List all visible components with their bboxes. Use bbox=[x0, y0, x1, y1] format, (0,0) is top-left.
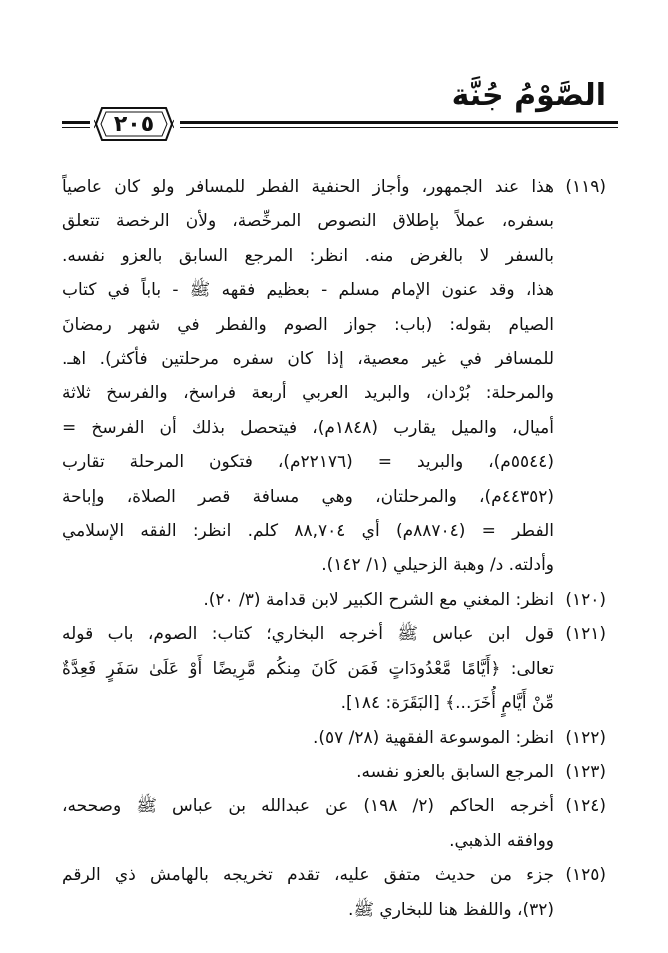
text-line: (٤٤٣٥٢م)، والمرحلتان، وهي مسافة قصر الصلاة، وإباحة bbox=[62, 486, 554, 507]
text-line: تعالى: ﴿أَيَّامًا مَّعْدُودَاتٍ فَمَن كَانَ مِنكُم مَّرِيضًا أَوْ عَلَىٰ سَفَرٍ فَعِدَّةٌ bbox=[62, 658, 554, 679]
footnote-number: (١٢١) bbox=[565, 624, 606, 645]
text-line: (٥٥٤٤م)، والبريد = (٢٢١٧٦م)، فتكون المرحلة تقارب bbox=[62, 452, 554, 473]
text-line: هذا عند الجمهور، وأجاز الحنفية الفطر للمسافر ولو كان عاصياً bbox=[62, 177, 554, 197]
text-line: ووافقه الذهبي. bbox=[449, 830, 554, 851]
footnote-text bbox=[62, 170, 554, 583]
text-line: انظر: المغني مع الشرح الكبير لابن قدامة (٣/ ٢٠). bbox=[203, 589, 554, 610]
text-line: أميال، والميل يقارب (١٨٤٨م)، فيتحصل بذلك أن الفرسخ = bbox=[62, 417, 554, 438]
footnote-number: (١٢٥) bbox=[565, 865, 606, 886]
footnote bbox=[62, 789, 606, 858]
footnote bbox=[62, 858, 606, 927]
footnote bbox=[62, 721, 606, 755]
text-line: الفطر = (٨٨٧٠٤م) أي ٨٨,٧٠٤ كلم. انظر: الفقه الإسلامي bbox=[62, 521, 554, 542]
footnote-number: (١٢٣) bbox=[565, 761, 606, 782]
running-title: الصَّوْمُ جُنَّة bbox=[451, 78, 606, 113]
page-number: ٢٠٥ bbox=[113, 111, 155, 137]
text-line: المرجع السابق بالعزو نفسه. bbox=[356, 761, 554, 782]
header-rule-left bbox=[62, 121, 90, 124]
text-line: جزء من حديث متفق عليه، تقدم تخريجه بالهامش ذي الرقم bbox=[62, 865, 554, 886]
footnote-number: (١١٩) bbox=[565, 177, 606, 197]
footnote-text bbox=[62, 789, 554, 858]
header-rule-thin bbox=[180, 127, 618, 128]
text-line: بالسفر لا بالغرض منه. انظر: المرجع السابق بالعزو نفسه. bbox=[62, 245, 554, 266]
text-line: للمسافر في غير معصية، إذا كان سفره مرحلتين فأكثر). اهـ. bbox=[62, 349, 554, 370]
text-line: الصيام بقوله: (باب: جواز الصوم والفطر في شهر رمضانَ bbox=[62, 314, 554, 335]
text-line: قول ابن عباس ﷺ أخرجه البخاري؛ كتاب: الصوم، باب قوله bbox=[62, 624, 554, 645]
footnote-number: (١٢٤) bbox=[565, 796, 606, 817]
footnote-text bbox=[62, 858, 554, 927]
header-rule bbox=[180, 121, 618, 124]
footnote bbox=[62, 583, 606, 617]
footnote-text bbox=[62, 721, 554, 755]
text-line: والمرحلة: بُرْدان، والبريد العربي أربعة فراسخ، والفرسخ ثلاثة bbox=[62, 383, 554, 404]
footnote-text bbox=[62, 617, 554, 720]
footnote bbox=[62, 755, 606, 789]
text-line: وأدلته. د/ وهبة الزحيلي (١/ ١٤٢). bbox=[321, 555, 554, 576]
footnote-text bbox=[62, 755, 554, 789]
footnote-number: (١٢٠) bbox=[565, 589, 606, 610]
page-number-frame bbox=[94, 106, 174, 142]
text-line: هذا، وقد عنون الإمام مسلم - بعظيم فقهه ﷺ - باباً في كتاب bbox=[62, 280, 554, 301]
text-line: مِّنْ أَيَّامٍ أُخَرَ...﴾ [البَقَرَة: ١٨٤]. bbox=[340, 693, 554, 714]
footnote-text bbox=[62, 583, 554, 617]
text-line: أخرجه الحاكم (٢/ ١٩٨) عن عبدالله بن عباس ﷺ وصححه، bbox=[62, 796, 554, 817]
text-line: انظر: الموسوعة الفقهية (٢٨/ ٥٧). bbox=[312, 727, 554, 748]
header-rule-left-thin bbox=[62, 127, 90, 128]
footnotes bbox=[62, 170, 606, 927]
footnote bbox=[62, 617, 606, 720]
text-line: بسفره، عملاً بإطلاق النصوص المرخِّصة، ولأن الرخصة تتعلق bbox=[62, 211, 554, 232]
text-line: (٣٢)، واللفظ هنا للبخاري ﷺ. bbox=[348, 899, 554, 920]
footnote bbox=[62, 170, 606, 583]
footnote-number: (١٢٢) bbox=[565, 727, 606, 748]
